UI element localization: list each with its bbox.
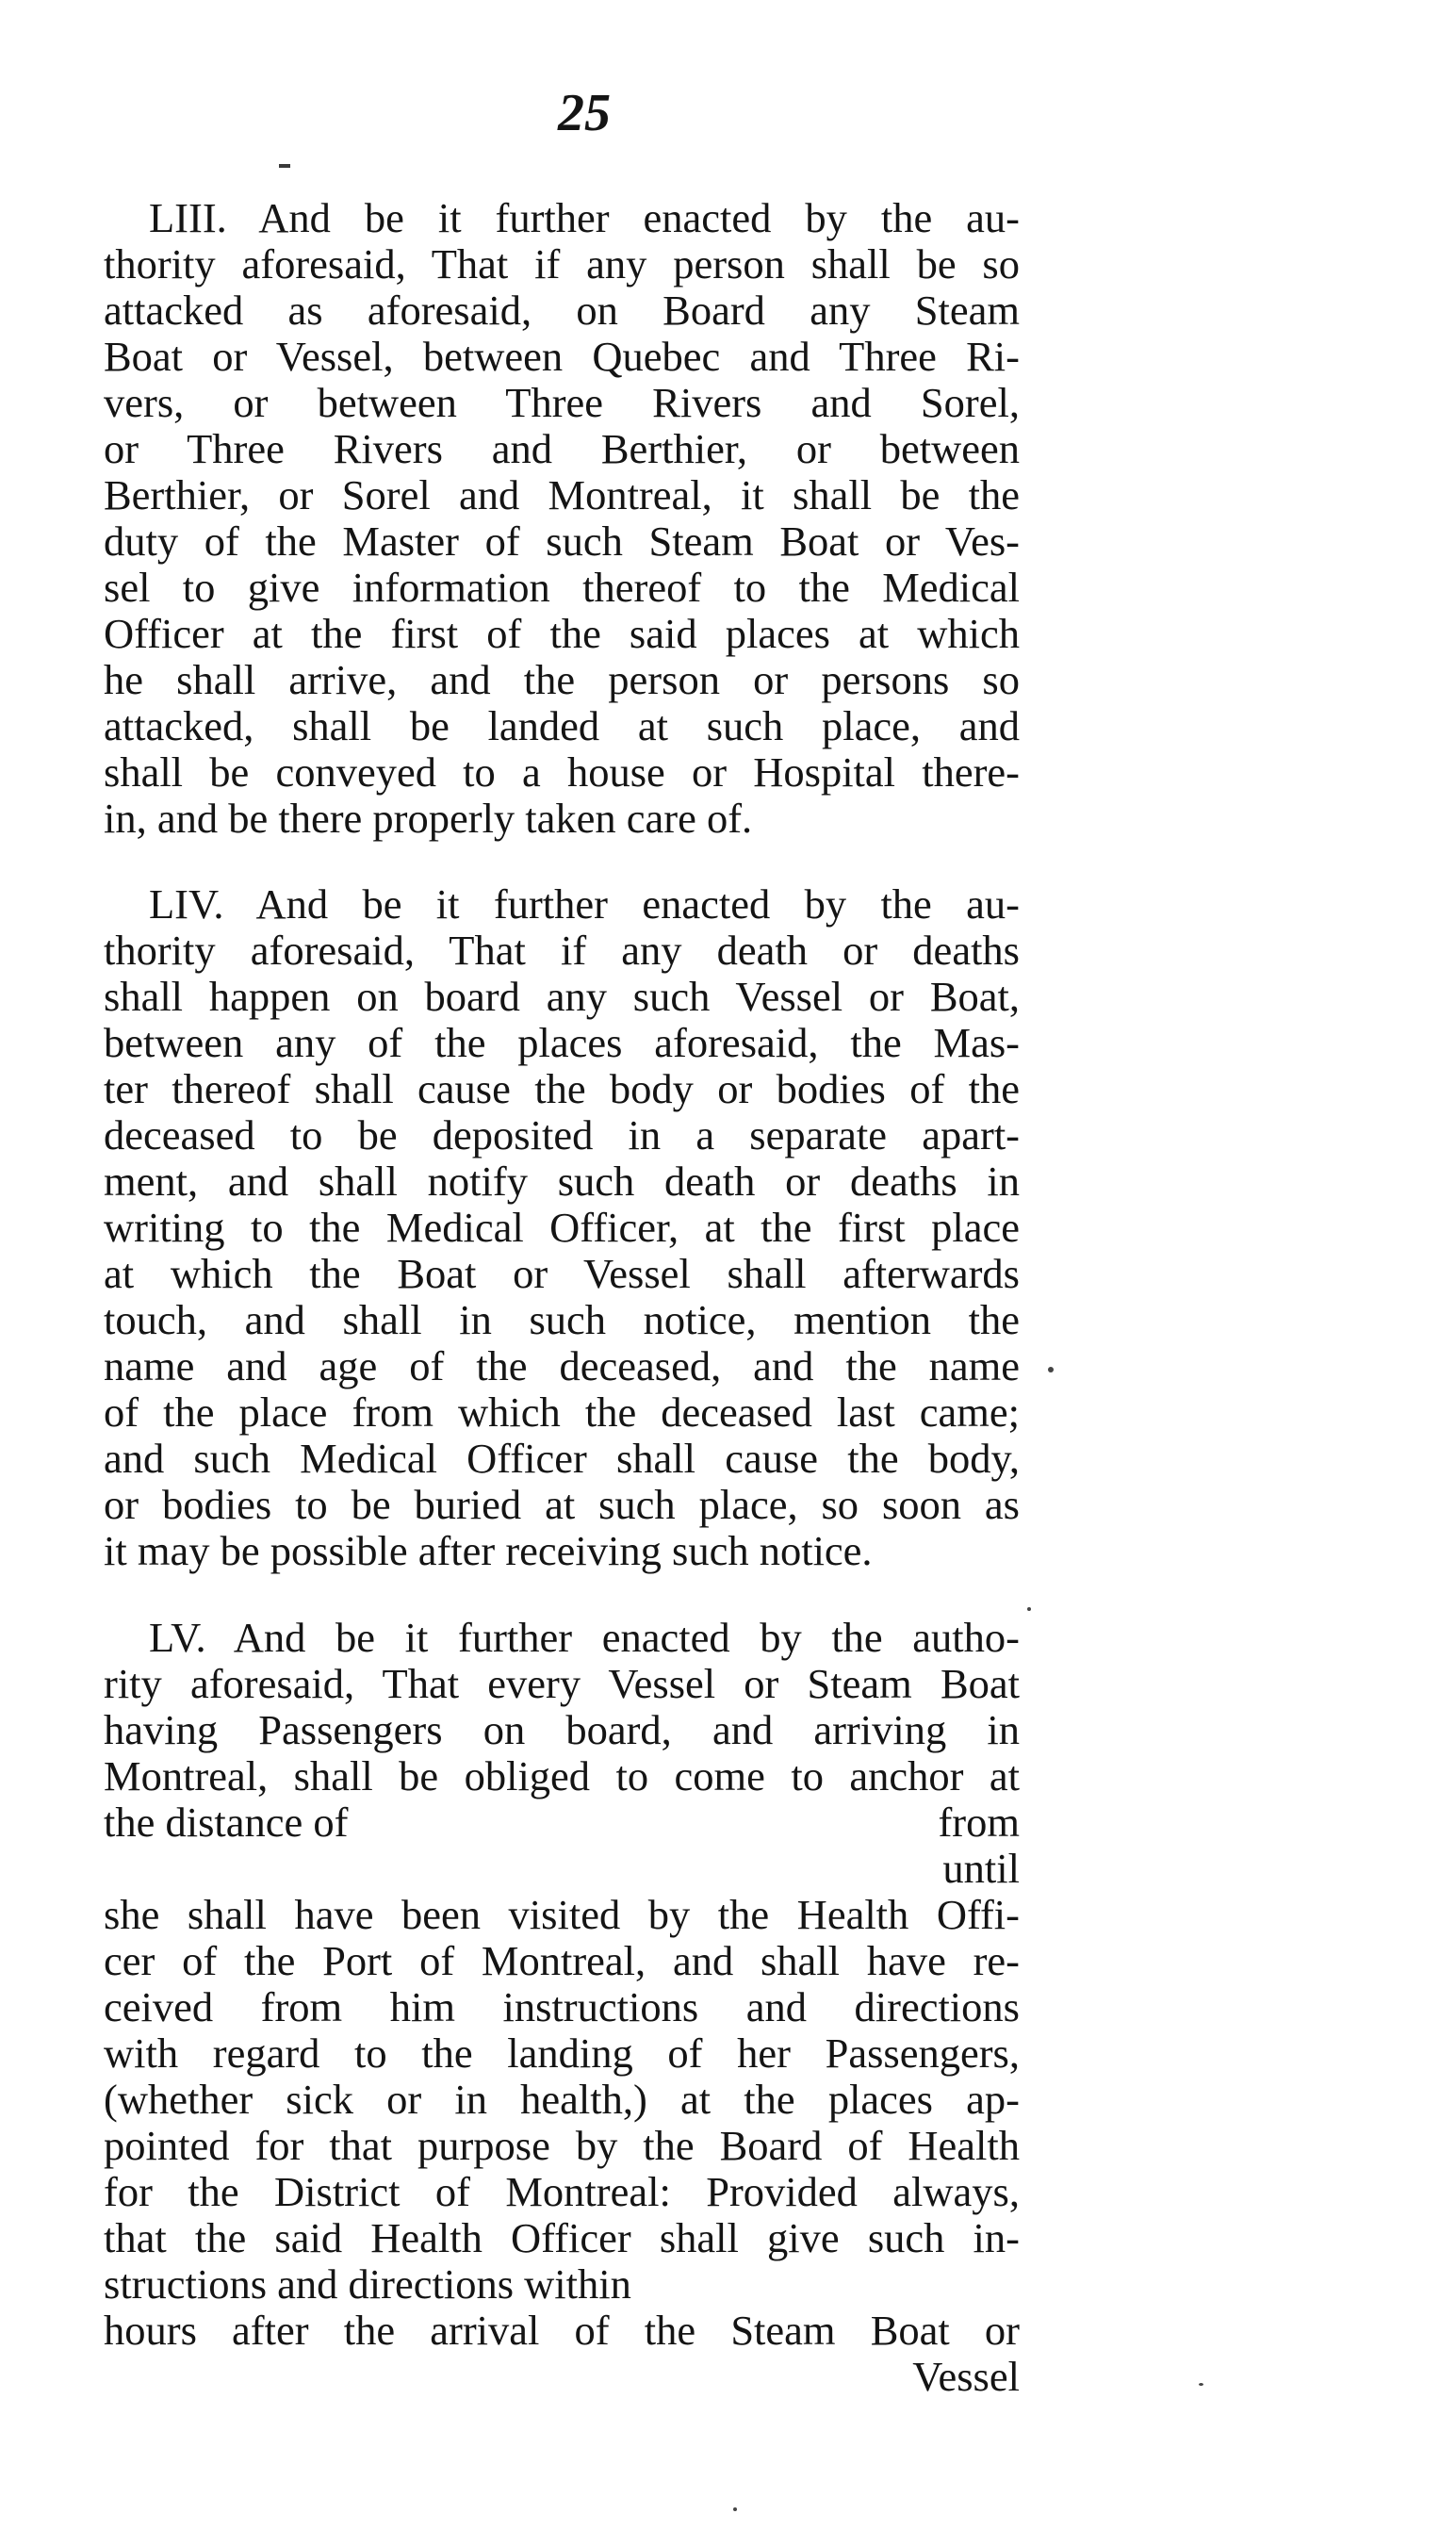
text-line: LIV. And be it further enacted by the au-	[149, 880, 1020, 928]
text-line: between any of the places aforesaid, the Mas-	[104, 1019, 1020, 1066]
text-line: thority aforesaid, That if any death or deaths	[104, 927, 1020, 974]
text-line: LV. And be it further enacted by the autho-	[149, 1614, 1020, 1661]
section-lv	[104, 1615, 1020, 2400]
text-line: deceased to be deposited in a separate apart-	[104, 1111, 1020, 1158]
text-fragment: the distance of	[104, 1799, 349, 1846]
ink-speck	[1027, 1607, 1031, 1611]
text-line: writing to the Medical Officer, at the first place	[104, 1204, 1020, 1251]
text-line: Officer at the first of the said places at which	[104, 610, 1020, 657]
ink-speck	[1048, 1367, 1054, 1372]
text-line: it may be possible after receiving such notice.	[104, 1527, 873, 1574]
text-line: ter thereof shall cause the body or bodies of the	[104, 1065, 1020, 1112]
text-line: structions and directions within	[104, 2260, 631, 2308]
text-line: touch, and shall in such notice, mention the	[104, 1296, 1020, 1343]
text-line: at which the Boat or Vessel shall afterwards	[104, 1250, 1020, 1297]
ink-speck	[733, 2507, 737, 2511]
text-line: that the said Health Officer shall give such in-	[104, 2214, 1020, 2261]
text-line: he shall arrive, and the person or persons so	[104, 656, 1020, 703]
text-line: or Three Rivers and Berthier, or between	[104, 425, 1020, 472]
text-line: vers, or between Three Rivers and Sorel,	[104, 379, 1020, 426]
section-liv	[104, 881, 1020, 1574]
text-line: of the place from which the deceased last came;	[104, 1389, 1020, 1436]
text-line: Berthier, or Sorel and Montreal, it shall be the	[104, 471, 1020, 518]
text-line: rity aforesaid, That every Vessel or Steam Boat	[104, 1660, 1020, 1707]
printer-mark	[279, 164, 290, 168]
text-line: or bodies to be buried at such place, so soon as	[104, 1481, 1020, 1528]
text-line: attacked, shall be landed at such place, and	[104, 702, 1020, 749]
text-line: having Passengers on board, and arriving in	[104, 1706, 1020, 1753]
text-line: ceived from him instructions and directions	[104, 1983, 1020, 2030]
text-line: (whether sick or in health,) at the places ap-	[104, 2076, 1020, 2123]
text-fragment: from	[938, 1799, 1020, 1846]
text-line: and such Medical Officer shall cause the body,	[104, 1435, 1020, 1482]
text-line: shall be conveyed to a house or Hospital there-	[104, 748, 1020, 796]
text-line: she shall have been visited by the Health Offi-	[104, 1891, 1020, 1938]
text-line: Boat or Vessel, between Quebec and Three Ri-	[104, 333, 1020, 380]
text-line: for the District of Montreal: Provided always,	[104, 2168, 1020, 2215]
text-line: ment, and shall notify such death or deaths in	[104, 1158, 1020, 1205]
text-line: in, and be there properly taken care of.	[104, 795, 753, 842]
text-line: Montreal, shall be obliged to come to anchor at	[104, 1752, 1020, 1799]
text-line: Vessel	[912, 2353, 1020, 2400]
text-line: LIII. And be it further enacted by the au-	[149, 194, 1020, 241]
section-liii	[104, 195, 1020, 842]
text-line: sel to give information thereof to the Medical	[104, 564, 1020, 611]
text-line-blank-distance	[104, 1799, 1020, 1846]
ink-speck	[1199, 2383, 1203, 2386]
page-number: 25	[558, 84, 611, 142]
text-line: attacked as aforesaid, on Board any Steam	[104, 287, 1020, 334]
text-line: with regard to the landing of her Passengers,	[104, 2029, 1020, 2077]
text-line: until	[942, 1845, 1020, 1892]
text-line: cer of the Port of Montreal, and shall have re-	[104, 1937, 1020, 1984]
text-line: name and age of the deceased, and the name	[104, 1342, 1020, 1389]
text-line: thority aforesaid, That if any person shall be so	[104, 240, 1020, 288]
text-line: duty of the Master of such Steam Boat or Ves-	[104, 518, 1020, 565]
text-line: hours after the arrival of the Steam Boat or	[104, 2307, 1020, 2354]
text-line: pointed for that purpose by the Board of Health	[104, 2122, 1020, 2169]
text-line: shall happen on board any such Vessel or Boat,	[104, 973, 1020, 1020]
